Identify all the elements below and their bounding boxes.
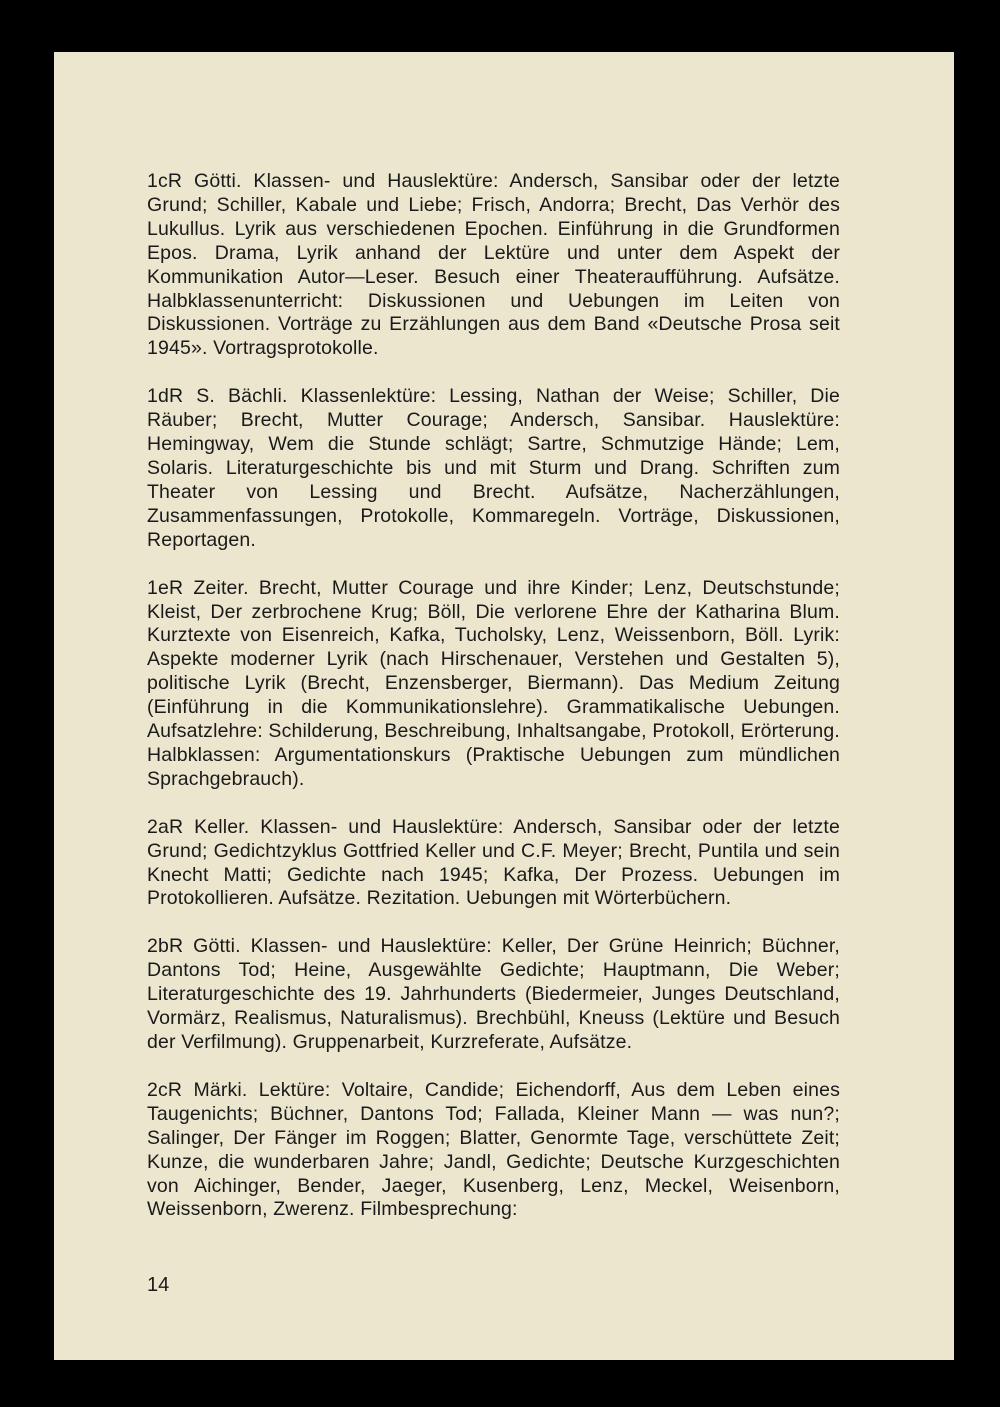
paragraph-2aR: 2aR Keller. Klassen- und Hauslektüre: Andersch, Sansibar oder der letzte Grund; Gedichtzyklus Gottfried Keller und C.F. Meyer; Brecht, Puntila und sein Knecht Matti; Gedichte nach 1945; Kafka, Der Prozess. Uebungen im Protokollieren. Aufsätze. Rezitation. Uebungen mit Wörterbüchern. [147,815,840,910]
paragraph-1dR: 1dR S. Bächli. Klassenlektüre: Lessing, Nathan der Weise; Schiller, Die Räuber; Brecht, Mutter Courage; Andersch, Sansibar. Hauslektüre: Hemingway, Wem die Stunde schlägt; Sartre, Schmutzige Hände; Lem, Solaris. Literaturgeschichte bis und mit Sturm und Drang. Schriften zum Theater von Lessing und Brecht. Aufsätze, Nacherzählungen, Zusammenfassungen, Protokolle, Kommaregeln. Vorträge, Diskussionen, Reportagen. [147,385,840,551]
paragraph-2bR: 2bR Götti. Klassen- und Hauslektüre: Keller, Der Grüne Heinrich; Büchner, Dantons Tod; Heine, Ausgewählte Gedichte; Hauptmann, Die Weber; Literaturgeschichte des 19. Jahrhunderts (Biedermeier, Junges Deutschland, Vormärz, Realismus, Naturalismus). Brechbühl, Kneuss (Lektüre und Besuch der Verfilmung). Gruppenarbeit, Kurzreferate, Aufsätze. [147,935,840,1053]
document-page [54,52,954,1360]
paragraph-1cR: 1cR Götti. Klassen- und Hauslektüre: Andersch, Sansibar oder der letzte Grund; Schiller, Kabale und Liebe; Frisch, Andorra; Brecht, Das Verhör des Lukullus. Lyrik aus verschiedenen Epochen. Einführung in die Grundformen Epos. Drama, Lyrik anhand der Lektüre und unter dem Aspekt der Kommunikation Autor—Leser. Besuch einer Theateraufführung. Aufsätze. Halbklassenunterricht: Diskussionen und Uebungen im Leiten von Diskussionen. Vorträge zu Erzählungen aus dem Band «Deutsche Prosa seit 1945». Vortragsprotokolle. [147,170,840,360]
paragraph-1eR: 1eR Zeiter. Brecht, Mutter Courage und ihre Kinder; Lenz, Deutschstunde; Kleist, Der zerbrochene Krug; Böll, Die verlorene Ehre der Katharina Blum. Kurztexte von Eisenreich, Kafka, Tucholsky, Lenz, Weissenborn, Böll. Lyrik: Aspekte moderner Lyrik (nach Hirschenauer, Verstehen und Gestalten 5), politische Lyrik (Brecht, Enzensberger, Biermann). Das Medium Zeitung (Einführung in die Kommunikationslehre). Grammatikalische Uebungen. Aufsatzlehre: Schilderung, Beschreibung, Inhaltsangabe, Protokoll, Erörterung. Halbklassen: Argumentationskurs (Praktische Uebungen zum mündlichen Sprachgebrauch). [147,576,840,790]
page-body [147,170,840,1246]
paragraph-2cR: 2cR Märki. Lektüre: Voltaire, Candide; Eichendorff, Aus dem Leben eines Taugenichts; Büchner, Dantons Tod; Fallada, Kleiner Mann — was nun?; Salinger, Der Fänger im Roggen; Blatter, Genormte Tage, verschüttete Zeit; Kunze, die wunderbaren Jahre; Jandl, Gedichte; Deutsche Kurzgeschichten von Aichinger, Bender, Jaeger, Kusenberg, Lenz, Meckel, Weisenborn, Weissenborn, Zwerenz. Filmbesprechung: [147,1078,840,1221]
page-number: 14 [147,1274,170,1296]
